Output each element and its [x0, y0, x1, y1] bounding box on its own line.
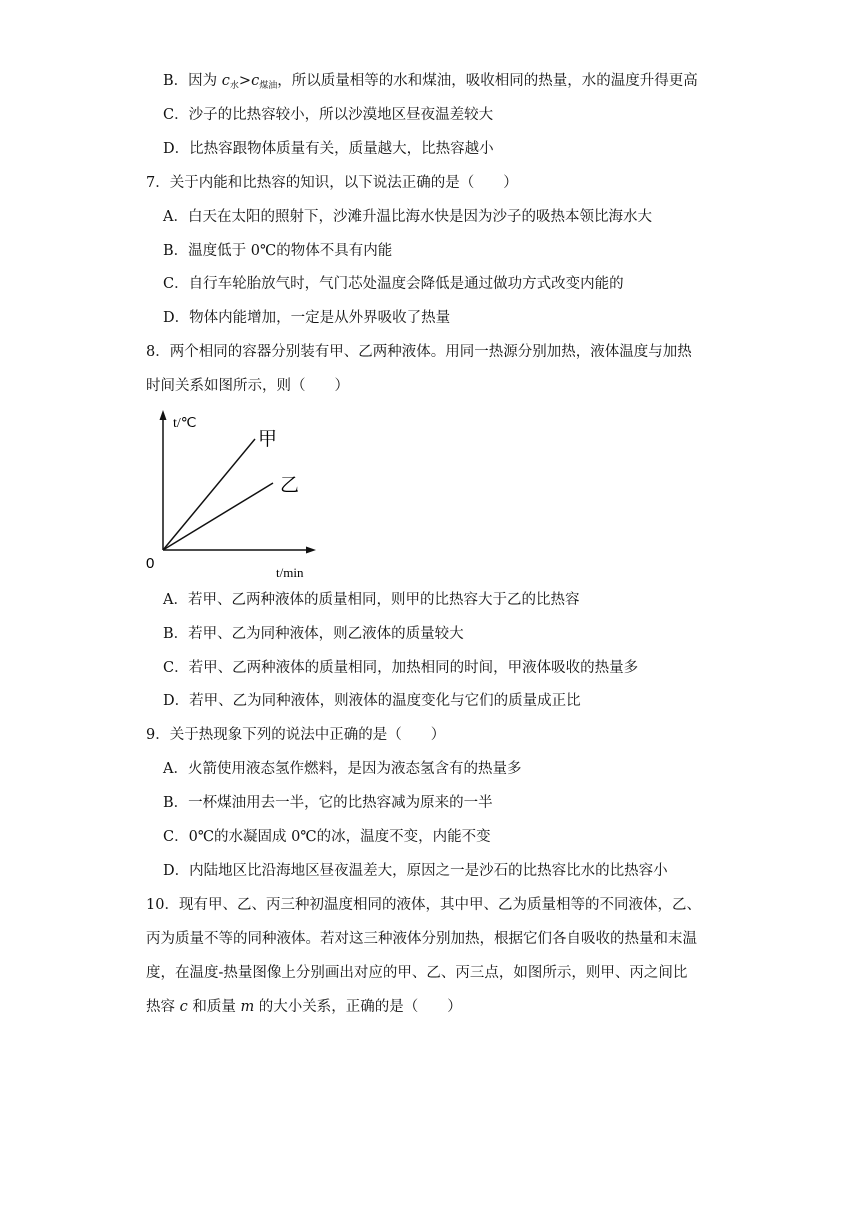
q9-option-a: A．火箭使用液态氢作燃料，是因为液态氢含有的热量多 — [163, 761, 522, 777]
y-axis-arrow — [160, 410, 167, 420]
y-axis-label: t/℃ — [173, 416, 197, 431]
q7-option-a: A．白天在太阳的照射下，沙滩升温比海水快是因为沙子的吸热本领比海水大 — [163, 209, 652, 225]
q7-option-b: B．温度低于 0℃的物体不具有内能 — [163, 243, 393, 259]
q6-option-d: D．比热容跟物体质量有关，质量越大，比热容越小 — [163, 141, 494, 157]
line-jia — [163, 439, 255, 550]
q8-option-c: C．若甲、乙两种液体的质量相同，加热相同的时间，甲液体吸收的热量多 — [163, 660, 639, 676]
q8-stem-line2: 时间关系如图所示，则（ ） — [146, 378, 349, 394]
q8-option-a: A．若甲、乙两种液体的质量相同，则甲的比热容大于乙的比热容 — [163, 592, 580, 608]
q10-stem-line1: 10．现有甲、乙、丙三种初温度相同的液体，其中甲、乙为质量相等的不同液体，乙、 — [146, 897, 701, 913]
q8-temperature-time-graph — [140, 405, 330, 580]
x-axis-arrow — [306, 547, 316, 554]
q10-stem-line3: 度，在温度-热量图像上分别画出对应的甲、乙、丙三点，如图所示，则甲、丙之间比 — [146, 965, 688, 981]
q8-option-d: D．若甲、乙为同种液体，则液体的温度变化与它们的质量成正比 — [163, 693, 581, 709]
line-jia-label: 甲 — [258, 428, 278, 450]
line-yi — [163, 483, 273, 550]
q10-stem-line4: 热容 c 和质量 m 的大小关系，正确的是（ ） — [146, 999, 462, 1015]
q7-option-c: C．自行车轮胎放气时，气门芯处温度会降低是通过做功方式改变内能的 — [163, 276, 624, 292]
x-axis-label: t/min — [276, 565, 304, 580]
q9-stem: 9．关于热现象下列的说法中正确的是（ ） — [146, 727, 446, 743]
origin-label: 0 — [146, 555, 155, 572]
q10-stem-line2: 丙为质量不等的同种液体。若对这三种液体分别加热，根据它们各自吸收的热量和末温 — [146, 931, 697, 947]
q9-option-c: C．0℃的水凝固成 0℃的冰，温度不变，内能不变 — [163, 829, 491, 845]
line-yi-label: 乙 — [280, 474, 300, 496]
q6-option-c: C．沙子的比热容较小，所以沙漠地区昼夜温差较大 — [163, 107, 494, 123]
q7-option-d: D．物体内能增加，一定是从外界吸收了热量 — [163, 310, 451, 326]
q6-option-b: B．因为 $c_水>c_{煤油}$，所以质量相等的水和煤油，吸收相同的热量，水的温度升得更高 — [163, 73, 698, 91]
q8-option-b: B．若甲、乙为同种液体，则乙液体的质量较大 — [163, 626, 464, 642]
q9-option-b: B．一杯煤油用去一半，它的比热容减为原来的一半 — [163, 795, 493, 811]
q7-stem: 7．关于内能和比热容的知识，以下说法正确的是（ ） — [146, 175, 518, 191]
q8-stem-line1: 8．两个相同的容器分别装有甲、乙两种液体。用同一热源分别加热，液体温度与加热 — [146, 344, 692, 360]
q9-option-d: D．内陆地区比沿海地区昼夜温差大，原因之一是沙石的比热容比水的比热容小 — [163, 863, 668, 879]
